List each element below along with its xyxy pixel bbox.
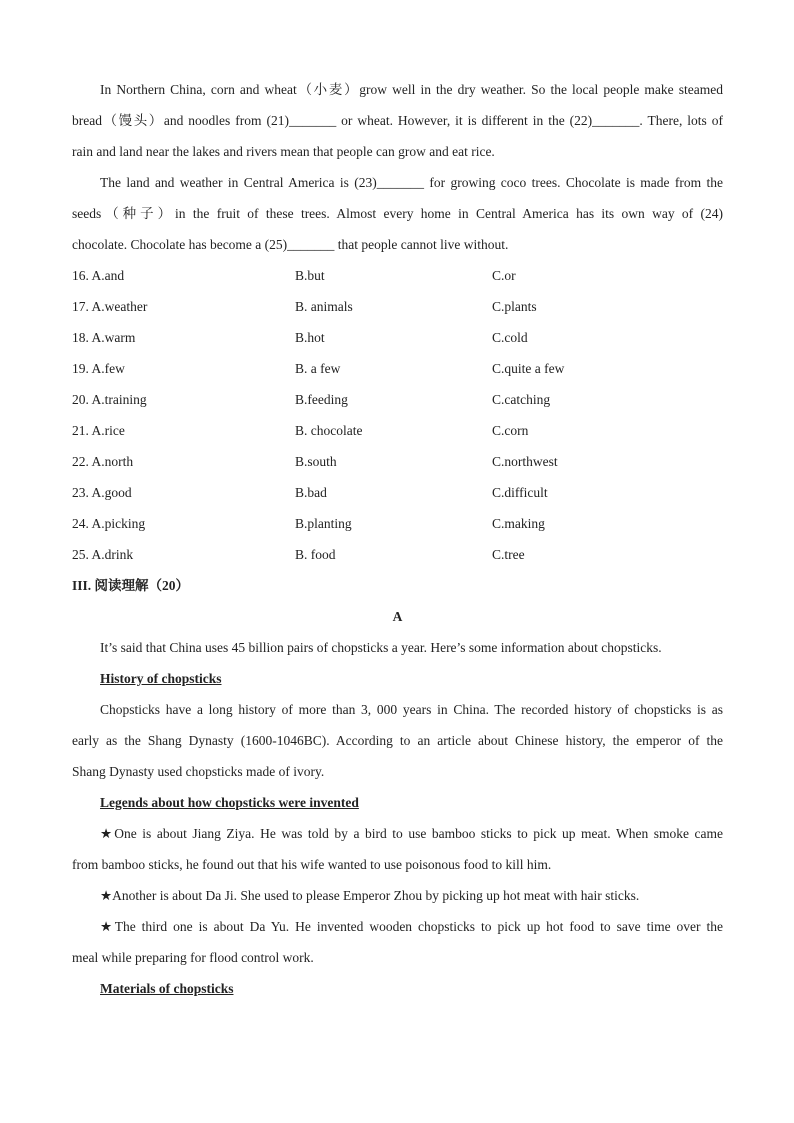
section-title: III. 阅读理解（20） — [72, 578, 190, 593]
option-c: C.plants — [492, 299, 537, 314]
option-b: B.but — [295, 268, 325, 283]
passage-line: Shang Dynasty used chopsticks made of ivory. — [72, 764, 325, 779]
option-b: B.planting — [295, 516, 352, 531]
question-row — [72, 477, 723, 508]
passage-line: Chopsticks have a long history of more than 3, 000 years in China. The recorded history of chopsticks is as — [100, 702, 723, 717]
option-c: C.northwest — [492, 454, 558, 469]
question-row — [72, 446, 723, 477]
passage-line: ★The third one is about Da Yu. He invented wooden chopsticks to pick up hot food to save time over the — [100, 919, 723, 934]
materials-heading — [72, 973, 723, 1004]
materials-heading-text: Materials of chopsticks — [100, 981, 234, 996]
cloze-line: In Northern China, corn and wheat（小麦）grow well in the dry weather. So the local people make steamed — [100, 82, 723, 97]
option-c: C.quite a few — [492, 361, 565, 376]
option-a: 24. A.picking — [72, 516, 146, 531]
question-row — [72, 353, 723, 384]
option-b: B.hot — [295, 330, 325, 345]
option-c: C.cold — [492, 330, 528, 345]
option-b: B.bad — [295, 485, 327, 500]
option-c: C.tree — [492, 547, 525, 562]
option-b: B.feeding — [295, 392, 348, 407]
passage-line: from bamboo sticks, he found out that his wife wanted to use poisonous food to kill him. — [72, 857, 552, 872]
passage-intro: It’s said that China uses 45 billion pairs of chopsticks a year. Here’s some information about chopsticks. — [100, 640, 662, 655]
option-a: 23. A.good — [72, 485, 132, 500]
option-c: C.corn — [492, 423, 529, 438]
option-b: B.south — [295, 454, 337, 469]
question-row — [72, 508, 723, 539]
option-b: B. a few — [295, 361, 341, 376]
cloze-passage — [72, 74, 723, 260]
question-row — [72, 415, 723, 446]
option-a: 20. A.training — [72, 392, 147, 407]
question-row — [72, 260, 723, 291]
cloze-line: chocolate. Chocolate has become a (25)_______ that people cannot live without. — [72, 237, 509, 252]
passage-line: meal while preparing for flood control work. — [72, 950, 314, 965]
history-heading-text: History of chopsticks — [100, 671, 222, 686]
legends-heading — [72, 787, 723, 818]
question-row — [72, 322, 723, 353]
history-heading — [72, 663, 723, 694]
option-b: B. chocolate — [295, 423, 363, 438]
option-a: 21. A.rice — [72, 423, 125, 438]
exam-page — [72, 74, 723, 1004]
option-a: 25. A.drink — [72, 547, 134, 562]
cloze-line: rain and land near the lakes and rivers mean that people can grow and eat rice. — [72, 144, 495, 159]
option-c: C.catching — [492, 392, 551, 407]
option-c: C.or — [492, 268, 516, 283]
option-a: 18. A.warm — [72, 330, 136, 345]
cloze-line: bread（馒头）and noodles from (21)_______ or wheat. However, it is different in the (22)_______. There, lots of — [72, 113, 723, 128]
option-a: 19. A.few — [72, 361, 125, 376]
passage-label: A — [392, 609, 403, 624]
passage-line: ★One is about Jiang Ziya. He was told by a bird to use bamboo sticks to pick up meat. When smoke came — [100, 826, 723, 841]
option-c: C.making — [492, 516, 545, 531]
passage-line: early as the Shang Dynasty (1600-1046BC). According to an article about Chinese history, the emperor of the — [72, 733, 723, 748]
option-a: 22. A.north — [72, 454, 134, 469]
legends-heading-text: Legends about how chopsticks were invented — [100, 795, 359, 810]
option-b: B. food — [295, 547, 336, 562]
option-a: 16. A.and — [72, 268, 125, 283]
cloze-line: seeds（种子）in the fruit of these trees. Almost every home in Central America has its own way of (24) — [72, 206, 723, 221]
passage-line: ★Another is about Da Ji. She used to please Emperor Zhou by picking up hot meat with hair sticks. — [100, 888, 640, 903]
option-c: C.difficult — [492, 485, 548, 500]
question-row — [72, 539, 723, 570]
question-row — [72, 384, 723, 415]
cloze-line: The land and weather in Central America is (23)_______ for growing coco trees. Chocolate is made from the — [100, 175, 723, 190]
question-list — [72, 260, 723, 570]
option-a: 17. A.weather — [72, 299, 148, 314]
question-row — [72, 291, 723, 322]
option-b: B. animals — [295, 299, 353, 314]
